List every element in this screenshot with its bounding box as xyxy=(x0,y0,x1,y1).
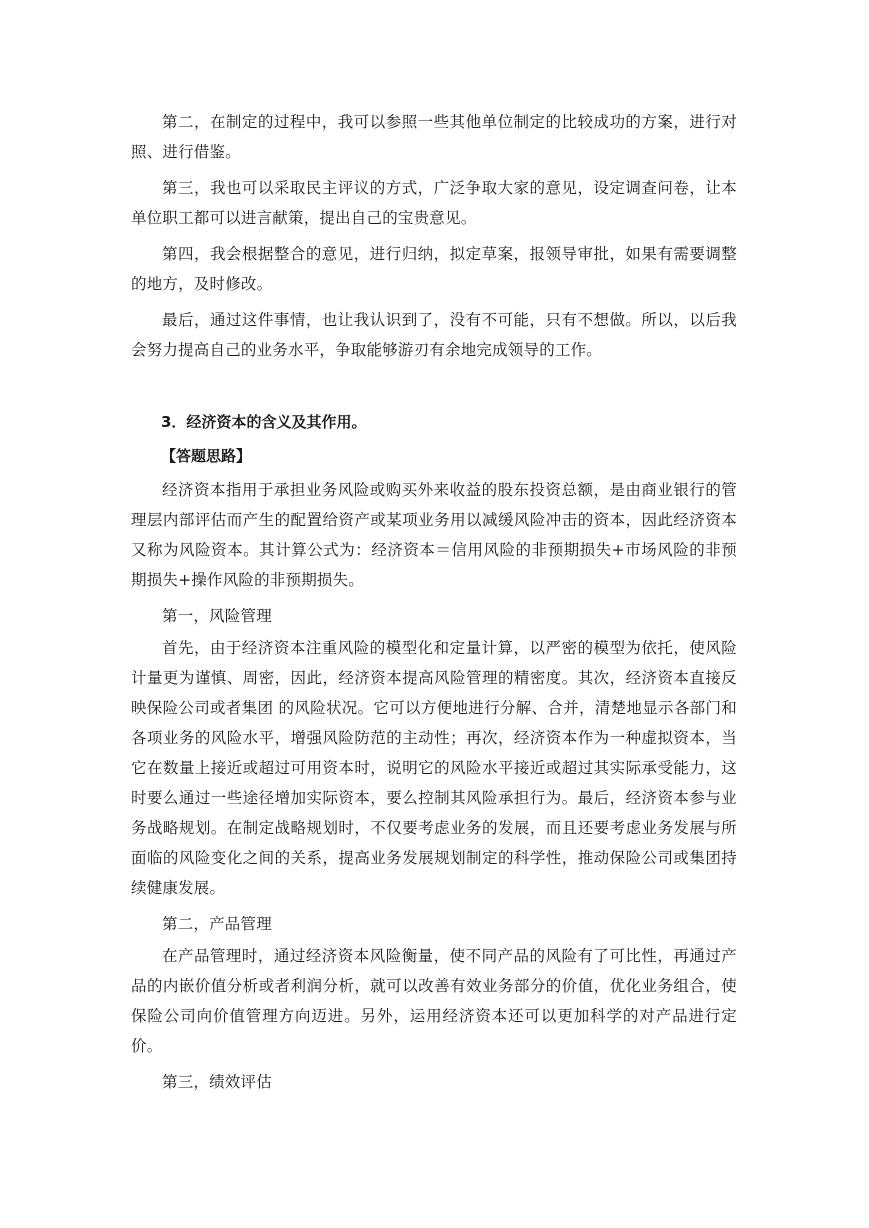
paragraph-conclusion: 最后，通过这件事情，也让我认识到了，没有不可能，只有不想做。所以，以后我会努力提高自己的业务水平，争取能够游刃有余地完成领导的工作。 xyxy=(131,311,737,359)
document-body xyxy=(131,107,737,1103)
paragraph-fourth-draft: 第四，我会根据整合的意见，进行归纳，拟定草案，报领导审批，如果有需要调整的地方，及时修改。 xyxy=(131,245,737,293)
paragraph-definition: 经济资本指用于承担业务风险或购买外来收益的股东投资总额，是由商业银行的管理层内部评估而产生的配置给资产或某项业务用以减缓风险冲击的资本，因此经济资本 又称为风险资本。其计算公式为：经济资本＝信用风险的非预期损失+市场风险的非预期损失+操作风险的非预期损失。 xyxy=(131,481,737,589)
question-title: 3．经济资本的含义及其作用。 xyxy=(161,413,367,431)
answer-heading: 【答题思路】 xyxy=(161,447,252,465)
subheading-risk-management: 第一，风险管理 xyxy=(162,607,272,625)
subheading-performance-evaluation: 第三，绩效评估 xyxy=(162,1073,272,1091)
paragraph-risk-management: 首先，由于经济资本注重风险的模型化和定量计算，以严密的模型为依托，使风险计量更为谨慎、周密，因此，经济资本提高风险管理的精密度。其次，经济资本直接反映保险公司或者集团 的风险状况。它可以方便地进行分解、合并，清楚地显示各部门和各项业务的风险水平，增强风险防范的主动性；再次，经济资本作为一种虚拟资本，当它在数量上接近或超过可用资本时，说明它的风险水平接近或超过其实际承受能力，这时要么通过一些途径增加实际资本，要么控制其风险承担行为。最后，经济资本参与业务战略规划。在制定战略规划时，不仅要考虑业务的发展，而且还要考虑业务发展与所面临的风险变化之间的关系，提高业务发展规划制定的科学性，推动保险公司或集团持续健康发展。 xyxy=(131,639,737,897)
section-spacer xyxy=(131,371,737,407)
paragraph-third-democratic: 第三，我也可以采取民主评议的方式，广泛争取大家的意见，设定调查问卷，让本单位职工都可以进言献策，提出自己的宝贵意见。 xyxy=(131,179,737,227)
paragraph-second-reference: 第二，在制定的过程中，我可以参照一些其他单位制定的比较成功的方案，进行对照、进行借鉴。 xyxy=(131,113,737,161)
paragraph-product-management: 在产品管理时，通过经济资本风险衡量，使不同产品的风险有了可比性，再通过产品的内嵌价值分析或者利润分析，就可以改善有效业务部分的价值，优化业务组合，使保险公司向价值管理方向迈进。另外，运用经济资本还可以更加科学的对产品进行定价。 xyxy=(131,947,737,1055)
subheading-product-management: 第二，产品管理 xyxy=(162,915,272,933)
